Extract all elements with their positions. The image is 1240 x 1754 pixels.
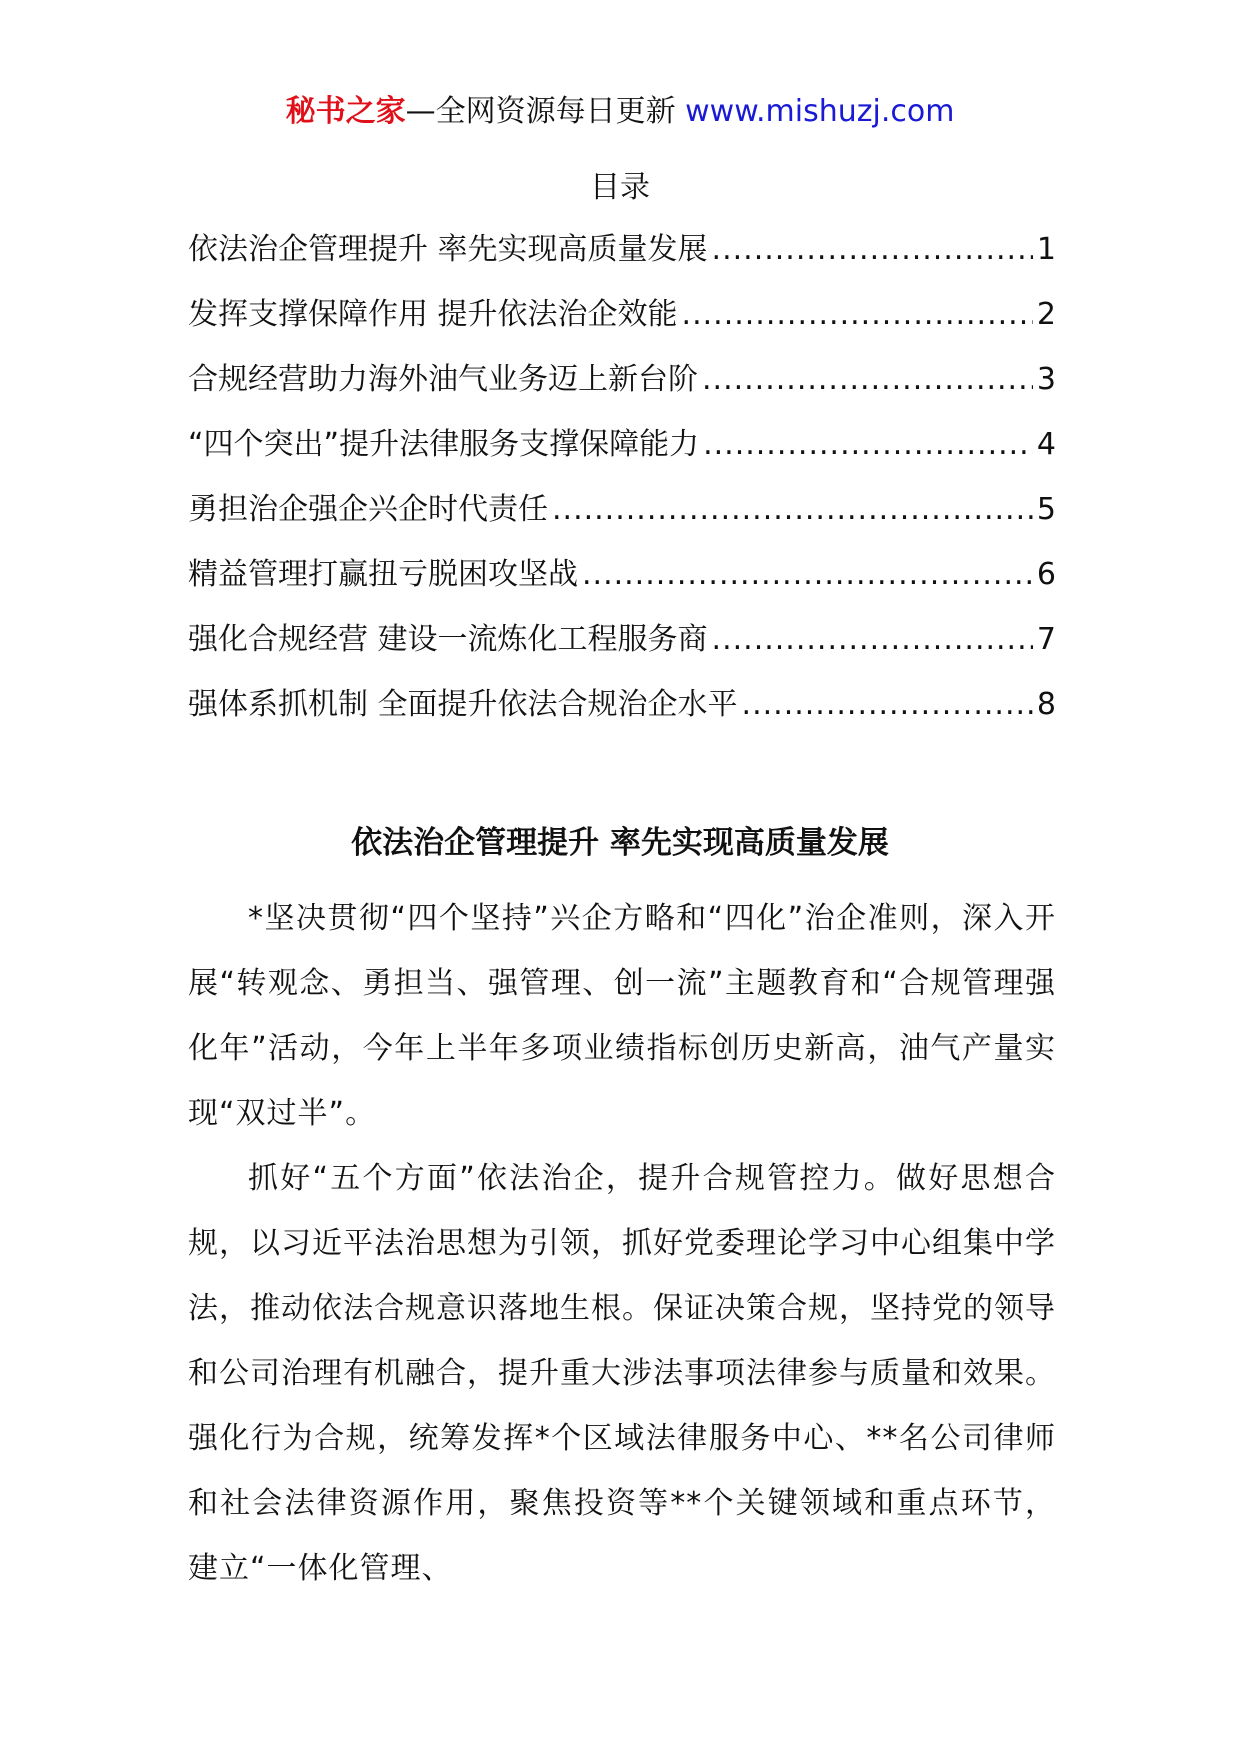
article-title: 依法治企管理提升 率先实现高质量发展 (351, 825, 889, 861)
toc-item-text: 强体系抓机制 全面提升依法合规治企水平 (188, 687, 738, 722)
toc-item-text: 依法治企管理提升 率先实现高质量发展 (188, 232, 708, 267)
toc-item[interactable] (188, 230, 1056, 295)
toc-leader-dots (702, 360, 1033, 400)
toc-leader-dots (582, 555, 1033, 595)
article-paragraph: 抓好“五个方面”依法治企，提升合规管控力。做好思想合规，以习近平法治思想为引领，抓好党委理论学习中心组集中学法，推动依法合规意识落地生根。保证决策合规，坚持党的领导和公司治理有机融合，提升重大涉法事项法律参与质量和效果。强化行为合规，统筹发挥*个区域法律服务中心、**名公司律师和社会法律资源作用，聚焦投资等**个关键领域和重点环节，建立“一体化管理、 (188, 1161, 1056, 1586)
toc-item-text: 合规经营助力海外油气业务迈上新台阶 (188, 362, 698, 397)
toc-leader-dots (552, 490, 1033, 530)
toc-item-page: 4 (1036, 427, 1056, 462)
toc-leader-dots (712, 620, 1033, 660)
toc-leader-dots (712, 230, 1033, 270)
table-of-contents (188, 230, 1056, 750)
toc-item-text: 勇担治企强企兴企时代责任 (188, 492, 548, 527)
toc-item[interactable] (188, 555, 1056, 620)
toc-item-page: 5 (1036, 492, 1056, 527)
site-url-link[interactable]: www.mishuzj.com (685, 94, 955, 129)
toc-item-page: 3 (1036, 362, 1056, 397)
toc-item-text: 精益管理打赢扭亏脱困攻坚战 (188, 557, 578, 592)
toc-item-page: 7 (1036, 622, 1056, 657)
toc-item[interactable] (188, 360, 1056, 425)
article-body (188, 886, 1056, 1601)
header-tagline: —全网资源每日更新 (405, 94, 676, 129)
toc-item[interactable] (188, 620, 1056, 685)
toc-item[interactable] (188, 295, 1056, 360)
site-header (0, 92, 1240, 132)
toc-leader-dots (703, 425, 1033, 465)
toc-item-page: 1 (1036, 232, 1056, 267)
toc-item-text: 强化合规经营 建设一流炼化工程服务商 (188, 622, 708, 657)
toc-title: 目录 (590, 170, 650, 205)
toc-item-text: “四个突出”提升法律服务支撑保障能力 (188, 427, 700, 462)
brand-name: 秘书之家 (285, 94, 406, 129)
toc-item-page: 8 (1036, 687, 1056, 722)
toc-item[interactable] (188, 490, 1056, 555)
toc-leader-dots (742, 685, 1033, 725)
article-paragraph: *坚决贯彻“四个坚持”兴企方略和“四化”治企准则，深入开展“转观念、勇担当、强管理、创一流”主题教育和“合规管理强化年”活动，今年上半年多项业绩指标创历史新高，油气产量实现“双过半”。 (188, 901, 1056, 1131)
toc-leader-dots (682, 295, 1033, 335)
toc-item-page: 2 (1036, 297, 1056, 332)
toc-item[interactable] (188, 685, 1056, 750)
toc-item-text: 发挥支撑保障作用 提升依法治企效能 (188, 297, 678, 332)
toc-item-page: 6 (1036, 557, 1056, 592)
toc-item[interactable] (188, 425, 1056, 490)
